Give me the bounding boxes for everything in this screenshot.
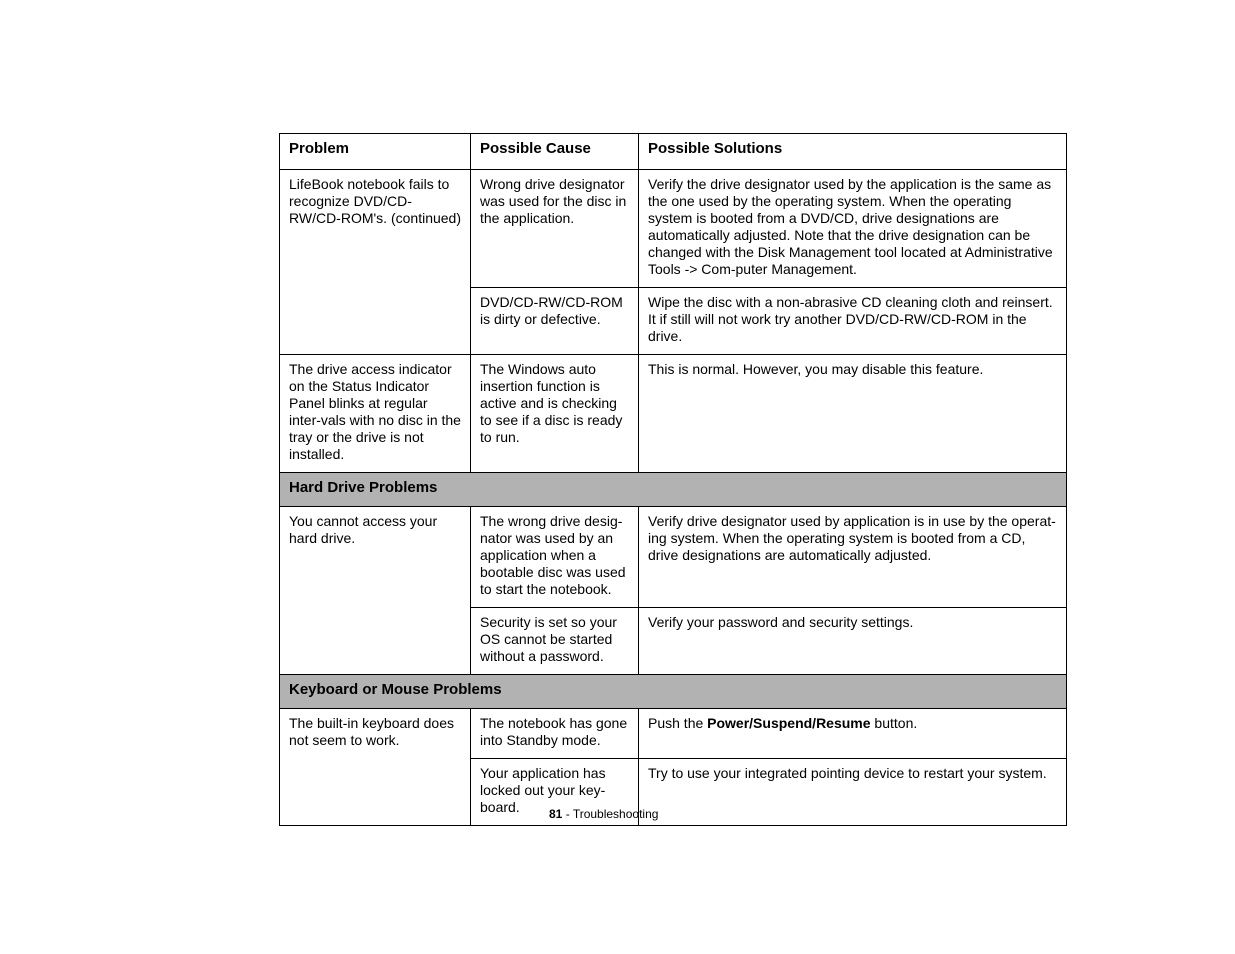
- section-row-keyboard: [280, 675, 1067, 709]
- page-footer: [549, 807, 658, 821]
- header-problem: Problem: [280, 134, 471, 170]
- cause-cell: The wrong drive desig-nator was used by an application when a bootable disc was used to start the notebook.: [471, 507, 639, 608]
- troubleshooting-table: [279, 133, 1067, 826]
- table-row: [280, 709, 1067, 759]
- table-row: [280, 355, 1067, 473]
- cause-cell: The Windows auto insertion function is active and is checking to see if a disc is ready to run.: [471, 355, 639, 473]
- problem-cell: The built-in keyboard does not seem to work.: [280, 709, 471, 826]
- table-row: [280, 170, 1067, 288]
- section-title-keyboard: Keyboard or Mouse Problems: [280, 675, 1067, 709]
- cause-cell: Your application has locked out your key-board.: [471, 759, 639, 826]
- header-possible-cause: Possible Cause: [471, 134, 639, 170]
- solution-prefix: Push the: [648, 715, 708, 731]
- solution-cell: Try to use your integrated pointing device to restart your system.: [639, 759, 1067, 826]
- power-button-name: Power/Suspend/Resume: [707, 715, 871, 731]
- problem-cell: The drive access indicator on the Status Indicator Panel blinks at regular inter-vals with no disc in the tray or the drive is not installed.: [280, 355, 471, 473]
- solution-suffix: button.: [870, 715, 918, 731]
- footer-section: Troubleshooting: [572, 807, 659, 821]
- footer-separator: -: [562, 807, 573, 821]
- solution-cell: Verify the drive designator used by the application is the same as the one used by the operating system. When the operating system is booted from a DVD/CD, drive designations are automatically adjusted. Note that the drive designation can be changed with the Disk Management tool located at Administrative Tools -> Com-puter Management.: [639, 170, 1067, 288]
- cause-cell: The notebook has gone into Standby mode.: [471, 709, 639, 759]
- cause-cell: Wrong drive designator was used for the disc in the application.: [471, 170, 639, 288]
- solution-cell: [639, 709, 1067, 759]
- cause-cell: Security is set so your OS cannot be started without a password.: [471, 608, 639, 675]
- table-header-row: [280, 134, 1067, 170]
- problem-cell: You cannot access your hard drive.: [280, 507, 471, 675]
- solution-cell: Verify your password and security settings.: [639, 608, 1067, 675]
- solution-cell: Verify drive designator used by application is in use by the operat-ing system. When the operating system is booted from a CD, drive designations are automatically adjusted.: [639, 507, 1067, 608]
- section-title-hard-drive: Hard Drive Problems: [280, 473, 1067, 507]
- solution-cell: This is normal. However, you may disable this feature.: [639, 355, 1067, 473]
- table-row: [280, 507, 1067, 608]
- header-possible-solutions: Possible Solutions: [639, 134, 1067, 170]
- problem-cell: LifeBook notebook fails to recognize DVD/CD-RW/CD-ROM's. (continued): [280, 170, 471, 355]
- solution-cell: Wipe the disc with a non-abrasive CD cleaning cloth and reinsert. It if still will not work try another DVD/CD-RW/CD-ROM in the drive.: [639, 288, 1067, 355]
- section-row-hard-drive: [280, 473, 1067, 507]
- page-number: 81: [549, 807, 563, 821]
- cause-cell: DVD/CD-RW/CD-ROM is dirty or defective.: [471, 288, 639, 355]
